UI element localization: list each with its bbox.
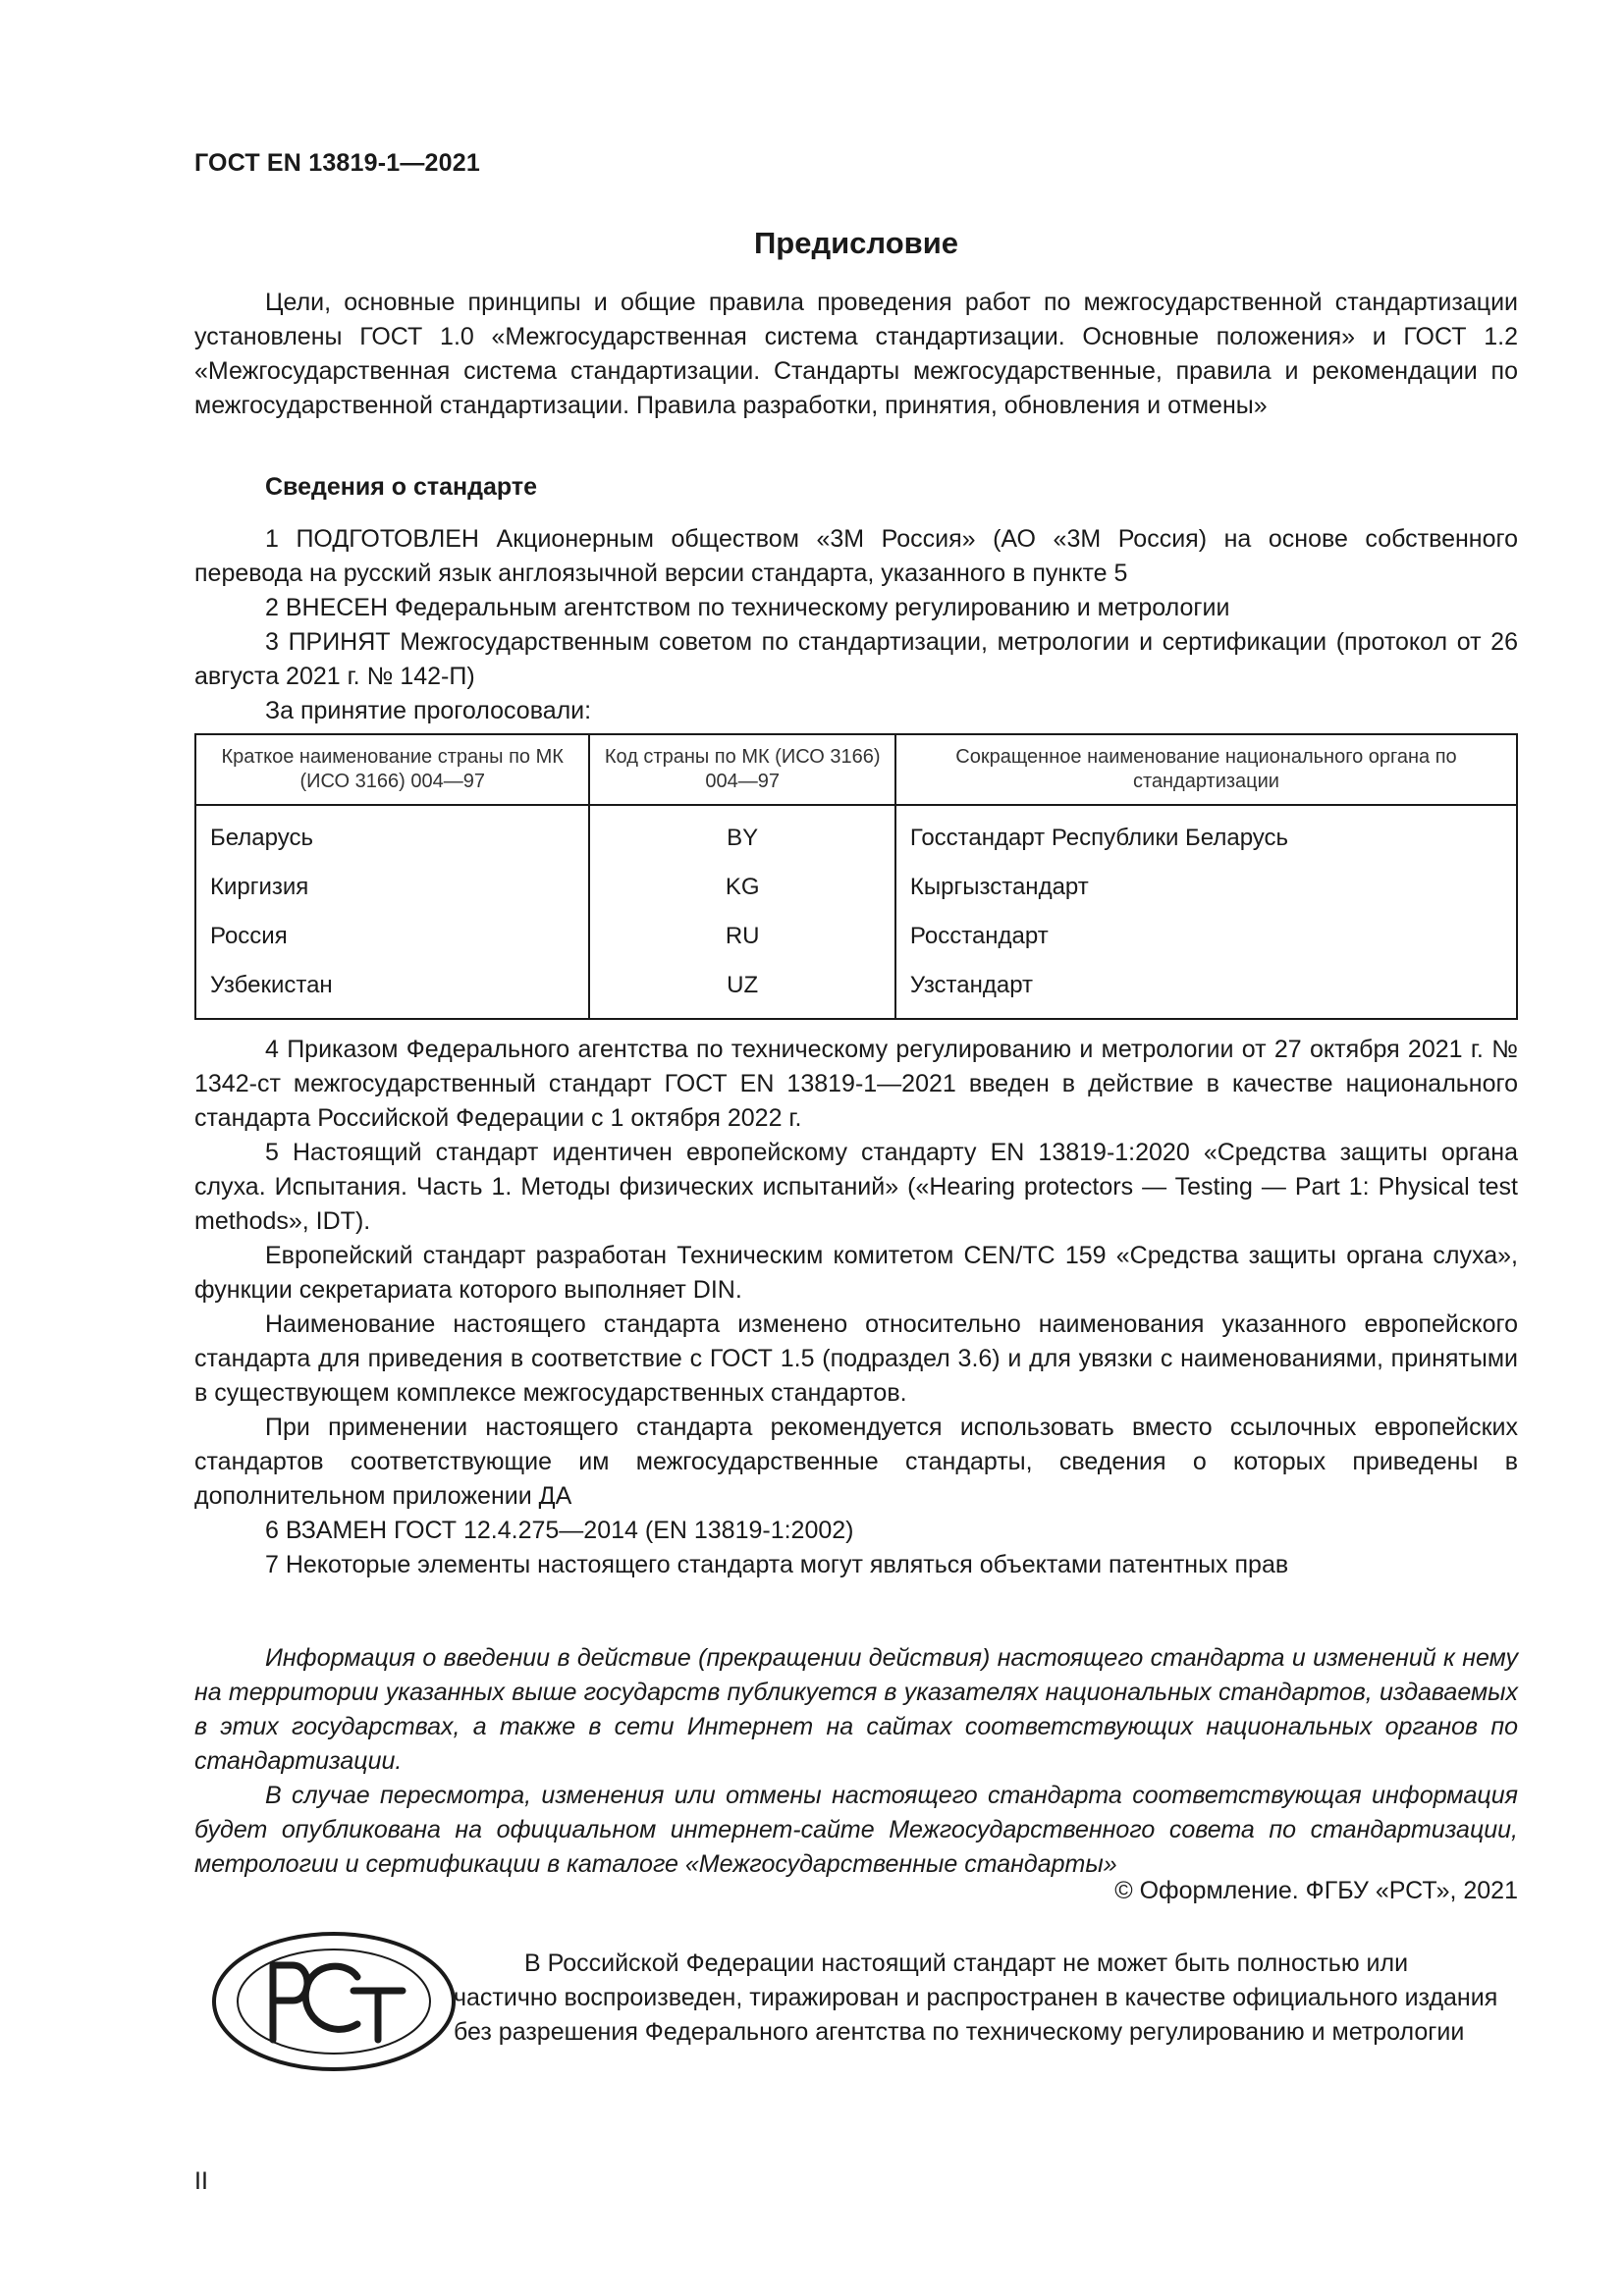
cell-code: KG: [589, 863, 894, 912]
item-7: 7 Некоторые элементы настоящего стандарта могут являться объектами патентных прав: [265, 1551, 1289, 1578]
header-code: Код страны по МК (ИСО 3166) 004—97: [589, 734, 894, 805]
item-5-naming: Наименование настоящего стандарта изменено относительно наименования указанного европейского стандарта для приведения в соответствие с ГОСТ 1.5 (подраздел 3.6) и для увязки с наименованиями, принятыми в существующем комплексе межгосударственных стандартов.: [194, 1310, 1518, 1407]
cell-body: Кыргызстандарт: [895, 863, 1517, 912]
page-title: Предисловие: [753, 226, 958, 260]
page-number: II: [194, 2167, 208, 2195]
cell-body: Узстандарт: [895, 961, 1517, 1019]
cell-body: Госстандарт Республики Беларусь: [895, 805, 1517, 863]
section-subheading: Сведения о стандарте: [265, 473, 538, 501]
voted-label: За принятие проголосовали:: [265, 697, 592, 724]
cell-body: Росстандарт: [895, 912, 1517, 961]
table-row: [195, 912, 1517, 961]
item-3: 3 ПРИНЯТ Межгосударственным советом по стандартизации, метрологии и сертификации (протокол от 26 августа 2021 г. № 142-П): [194, 628, 1518, 690]
document-header: ГОСТ EN 13819-1—2021: [194, 149, 480, 177]
intro-paragraph: Цели, основные принципы и общие правила проведения работ по межгосударственной стандартизации установлены ГОСТ 1.0 «Межгосударственная система стандартизации. Основные положения» и ГОСТ 1.2 «Межгосударственная система стандартизации. Стандарты межгосударственные, правила и рекомендации по межгосударственной стандартизации. Правила разработки, принятия, обновления и отмены»: [194, 289, 1518, 419]
header-country: Краткое наименование страны по МК (ИСО 3166) 004—97: [195, 734, 589, 805]
votes-table: [194, 733, 1518, 1020]
rst-seal-icon: [210, 1930, 458, 2073]
item-5-references: При применении настоящего стандарта рекомендуется использовать вместо ссылочных европейских стандартов соответствующие им межгосударственные стандарты, сведения о которых приведены в дополнительном приложении ДА: [194, 1414, 1518, 1510]
cell-country: Киргизия: [195, 863, 589, 912]
cell-country: Беларусь: [195, 805, 589, 863]
item-6: 6 ВЗАМЕН ГОСТ 12.4.275—2014 (EN 13819-1:2002): [265, 1517, 854, 1544]
cell-country: Узбекистан: [195, 961, 589, 1019]
item-1: 1 ПОДГОТОВЛЕН Акционерным обществом «3М Россия» (АО «3М Россия) на основе собственного перевода на русский язык англоязычной версии стандарта, указанного в пункте 5: [194, 525, 1518, 587]
header-body: Сокращенное наименование национального органа по стандартизации: [895, 734, 1517, 805]
info-paragraph-2: В случае пересмотра, изменения или отмены настоящего стандарта соответствующая информация будет опубликована на официальном интернет-сайте Межгосударственного совета по стандартизации, метрологии и сертификации в каталоге «Межгосударственные стандарты»: [194, 1782, 1518, 1878]
reproduction-notice: В Российской Федерации настоящий стандарт не может быть полностью или частично воспроизведен, тиражирован и распространен в качестве официального издания без разрешения Федерального агентства по техническому регулированию и метрологии: [454, 1949, 1498, 2046]
cell-code: BY: [589, 805, 894, 863]
cell-code: RU: [589, 912, 894, 961]
table-row: [195, 863, 1517, 912]
item-5: 5 Настоящий стандарт идентичен европейскому стандарту EN 13819-1:2020 «Средства защиты органа слуха. Испытания. Часть 1. Методы физических испытаний» («Hearing protectors — Testing — Part 1: Physical test methods», IDT).: [194, 1139, 1518, 1235]
table-row: [195, 961, 1517, 1019]
table-row: [195, 805, 1517, 863]
cell-code: UZ: [589, 961, 894, 1019]
item-5-committee: Европейский стандарт разработан Техническим комитетом CEN/TC 159 «Средства защиты органа слуха», функции секретариата которого выполняет DIN.: [194, 1242, 1518, 1304]
item-4: 4 Приказом Федерального агентства по техническому регулированию и метрологии от 27 октября 2021 г. № 1342-ст межгосударственный стандарт ГОСТ EN 13819-1—2021 введен в действие в качестве национального стандарта Российской Федерации с 1 октября 2022 г.: [194, 1036, 1518, 1132]
info-paragraph-1: Информация о введении в действие (прекращении действия) настоящего стандарта и изменений к нему на территории указанных выше государств публикуется в указателях национальных стандартов, издаваемых в этих государствах, а также в сети Интернет на сайтах соответствующих национальных органов по стандартизации.: [194, 1644, 1518, 1775]
copyright-line: © Оформление. ФГБУ «РСТ», 2021: [1114, 1877, 1518, 1904]
cell-country: Россия: [195, 912, 589, 961]
table-header-row: [195, 734, 1517, 805]
item-2: 2 ВНЕСЕН Федеральным агентством по техническому регулированию и метрологии: [265, 594, 1230, 621]
